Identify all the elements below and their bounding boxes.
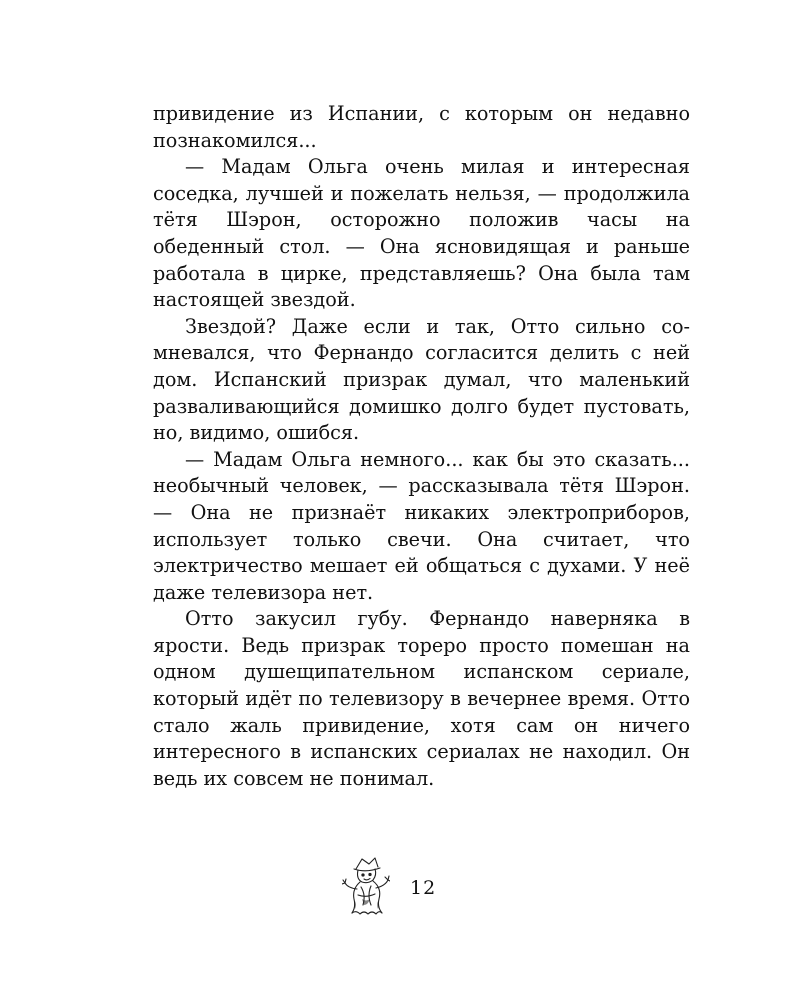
- paragraph: — Мадам Ольга немного... как бы это сказать... необычный человек, — рассказывала тётя Шэрон. — Она не признаёт никаких электроприборов, использует только свечи. Она считает, что электричество мешает ей общаться с духами. У неё даже телевизора нет.: [153, 447, 690, 604]
- paragraph: — Мадам Ольга очень милая и интересная соседка, лучшей и пожелать нельзя, — продолжила тётя Шэрон, осторожно положив часы на обеденный стол. — Она ясновидящая и раньше работала в цирке, представляешь? Она была там настоящей звездой.: [153, 155, 690, 312]
- paragraph: Звездой? Даже если и так, Отто сильно сомневался, что Фернандо согласится делить с ней дом. Испанский призрак думал, что маленький разваливающийся домишко долго будет пустовать, но, видимо, ошибся.: [153, 314, 690, 445]
- ghost-icon: [342, 855, 390, 917]
- paragraph: привидение из Испании, с которым он недавно познакомился...: [153, 102, 690, 152]
- page-footer: [338, 855, 458, 917]
- page-number: 12: [410, 877, 437, 899]
- paragraph: Отто закусил губу. Фернандо наверняка в ярости. Ведь призрак тореро просто помешан на одном душещипательном испанском сериале, который идёт по телевизору в вечернее время. Отто стало жаль привидение, хотя сам он ничего интересного в испанских сериалах не находил. Он ведь их совсем не понимал.: [153, 607, 690, 790]
- page-body-text: [153, 101, 690, 792]
